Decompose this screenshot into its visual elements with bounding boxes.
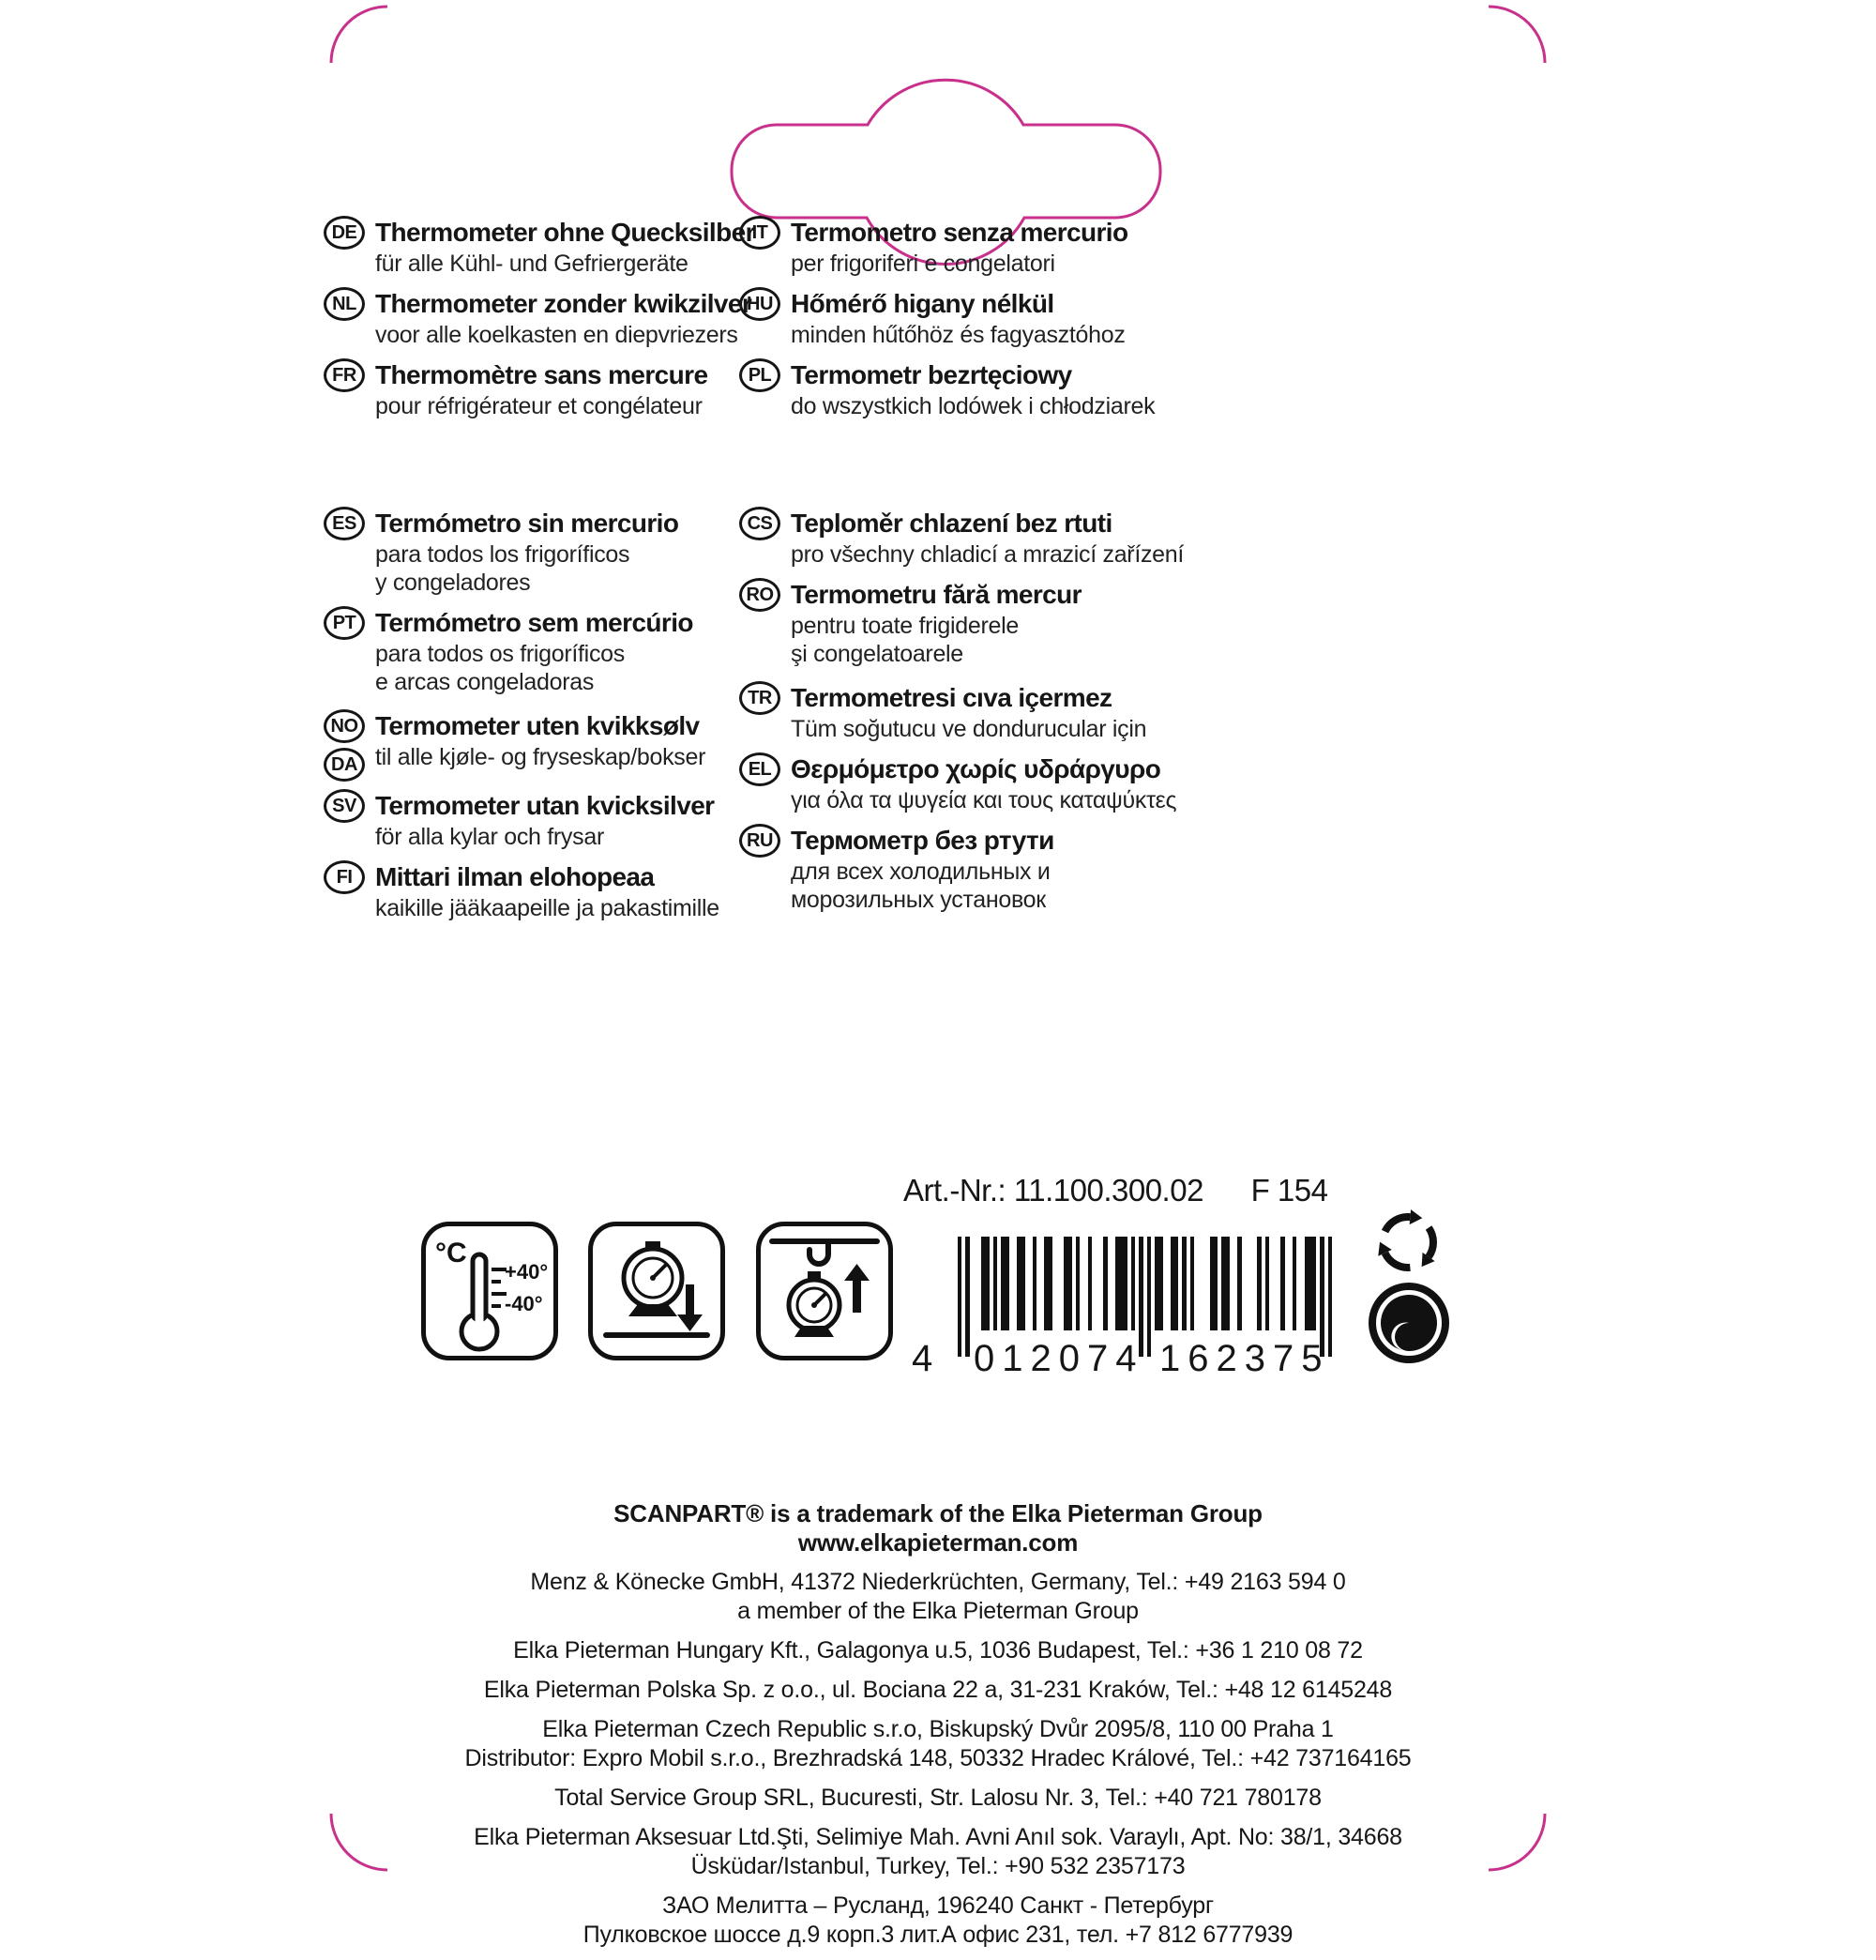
thermometer-joint xyxy=(476,1313,484,1324)
lang-entry-ro xyxy=(739,578,1184,668)
lang-subtitle: do wszystkich lodówek i chłodziarek xyxy=(791,393,1156,419)
lang-subtitle: per frigoriferi e congelatori xyxy=(791,251,1055,277)
address-line: Elka Pieterman Aksesuar Ltd.Şti, Selimiye Mah. Avni Anıl sok. Varaylı, Apt. No: 38/1, 34668 xyxy=(474,1824,1402,1850)
up-arrow-shaft xyxy=(853,1281,861,1313)
lang-badge-de: DE xyxy=(324,216,365,250)
model-code: F 154 xyxy=(1250,1173,1328,1208)
lang-badge-tr: TR xyxy=(739,681,780,715)
lang-entry-fi xyxy=(324,860,755,922)
lang-title: Termómetro sem mercúrio xyxy=(375,608,693,637)
thermometer-tube xyxy=(473,1254,486,1320)
stand-on-shelf-icon xyxy=(588,1222,725,1360)
lang-badge-fi: FI xyxy=(324,860,365,894)
lang-badge-ru: RU xyxy=(739,824,780,858)
lang-badge-pl: PL xyxy=(739,358,780,392)
lang-title: Teploměr chlazení bez rtuti xyxy=(791,509,1112,538)
lang-subtitle: e arcas congeladoras xyxy=(375,669,595,695)
lang-subtitle: pour réfrigérateur et congélateur xyxy=(375,393,703,419)
footer-group-romania xyxy=(0,1784,1876,1813)
address-line: a member of the Elka Pieterman Group xyxy=(737,1598,1139,1624)
footer-group-czech xyxy=(0,1715,1876,1773)
lang-badge-da: DA xyxy=(324,748,365,782)
lang-entry-es xyxy=(324,507,755,597)
language-column-right xyxy=(739,216,1184,923)
address-line: Total Service Group SRL, Bucuresti, Str. Lalosu Nr. 3, Tel.: +40 721 780178 xyxy=(554,1785,1322,1811)
lang-subtitle: морозильных установок xyxy=(791,887,1046,913)
language-column-left xyxy=(324,216,755,932)
min-temp-label: -40° xyxy=(505,1292,543,1315)
lang-subtitle: για όλα τα ψυγεία και τους καταψύκτες xyxy=(791,787,1177,813)
article-number-label: Art.-Nr.: xyxy=(903,1173,1006,1208)
footer-group-turkey xyxy=(0,1823,1876,1881)
address-line: Üsküdar/Istanbul, Turkey, Tel.: +90 532 2357173 xyxy=(690,1853,1186,1879)
lang-title: Termometru fără mercur xyxy=(791,580,1082,609)
lang-subtitle: para todos los frigoríficos xyxy=(375,541,630,568)
max-temp-label: +40° xyxy=(505,1260,549,1284)
lang-entry-pt xyxy=(324,606,755,696)
lang-title: Thermomètre sans mercure xyxy=(375,360,708,389)
article-number-value: 11.100.300.02 xyxy=(1013,1173,1203,1208)
lang-title: Thermometer ohne Quecksilber xyxy=(375,218,755,247)
lang-title: Θερμόμετρο χωρίς υδράργυρο xyxy=(791,754,1161,783)
address-line: Menz & Könecke GmbH, 41372 Niederkrüchten, Germany, Tel.: +49 2163 594 0 xyxy=(530,1569,1346,1595)
lang-badge-no: NO xyxy=(324,709,365,743)
footer-group-russia xyxy=(0,1892,1876,1950)
hang-on-hook-icon xyxy=(756,1222,893,1360)
lang-entry-sv xyxy=(324,789,755,851)
green-dot-icon xyxy=(1368,1282,1450,1364)
address-line: Elka Pieterman Czech Republic s.r.o, Biskupský Dvůr 2095/8, 110 00 Praha 1 xyxy=(542,1716,1334,1742)
corner-mark-top-left xyxy=(331,7,387,63)
address-line: Elka Pieterman Polska Sp. z o.o., ul. Bociana 22 a, 31-231 Kraków, Tel.: +48 12 6145248 xyxy=(483,1677,1393,1703)
lang-entry-no-da xyxy=(324,709,755,782)
lang-badge-fr: FR xyxy=(324,358,365,392)
lang-badge-cs: CS xyxy=(739,507,780,540)
lang-title: Termometr bezrtęciowy xyxy=(791,360,1072,389)
dial-hub xyxy=(650,1275,656,1281)
lang-entry-cs xyxy=(739,507,1184,569)
lang-badge-pt: PT xyxy=(324,606,365,640)
lang-subtitle: Tüm soğutucu ve dondurucular için xyxy=(791,716,1147,742)
lang-badge-it: IT xyxy=(739,216,780,250)
lang-entry-de xyxy=(324,216,755,278)
footer-group-poland xyxy=(0,1676,1876,1705)
lang-title: Termómetro sin mercurio xyxy=(375,509,679,538)
lang-title: Termometer uten kvikksølv xyxy=(375,711,700,740)
trademark-line: SCANPART® is a trademark of the Elka Pieterman Group xyxy=(613,1499,1263,1527)
lang-badge-hu: HU xyxy=(739,287,780,321)
lang-subtitle: para todos os frigoríficos xyxy=(375,641,625,667)
address-line: Distributor: Expro Mobil s.r.o., Brezhradská 148, 50332 Hradec Králové, Tel.: +42 737164165 xyxy=(464,1745,1412,1771)
lang-entry-nl xyxy=(324,287,755,349)
barcode-left-digits: 012074 xyxy=(974,1338,1144,1379)
lang-title: Mittari ilman elohopeaa xyxy=(375,862,655,891)
dial-base xyxy=(628,1304,677,1316)
lang-subtitle: pro všechny chladicí a mrazicí zařízení xyxy=(791,541,1185,568)
lang-subtitle: für alle Kühl- und Gefriergeräte xyxy=(375,251,688,277)
temperature-range-icon xyxy=(421,1222,558,1360)
lang-entry-fr xyxy=(324,358,755,420)
lang-badge-el: EL xyxy=(739,752,780,786)
website-line: www.elkapieterman.com xyxy=(797,1528,1079,1557)
lang-subtitle: minden hűtőhöz és fagyasztóhoz xyxy=(791,322,1126,348)
recycling-mobius-icon xyxy=(1365,1203,1451,1282)
dial-hub xyxy=(811,1302,817,1308)
lang-title: Thermometer zonder kwikzilver xyxy=(375,289,752,318)
footer-group-trademark xyxy=(0,1499,1876,1557)
address-line: Пулковское шоссе д.9 корп.3 лит.А офис 231, тел. +7 812 6777939 xyxy=(582,1922,1294,1948)
lang-entry-hu xyxy=(739,287,1184,349)
up-arrow-head xyxy=(844,1264,870,1281)
lang-subtitle: y congeladores xyxy=(375,570,531,596)
lang-subtitle: voor alle koelkasten en diepvriezers xyxy=(375,322,738,348)
lang-subtitle: şi congelatoarele xyxy=(791,641,963,667)
lang-title: Termometro senza mercurio xyxy=(791,218,1128,247)
lang-badge-ro: RO xyxy=(739,578,780,612)
lang-badge-es: ES xyxy=(324,507,365,540)
lang-subtitle: kaikille jääkaapeille ja pakastimille xyxy=(375,895,719,921)
lang-title: Термометр без ртути xyxy=(791,826,1054,855)
lang-entry-el xyxy=(739,752,1184,814)
lang-subtitle: для всех холодильных и xyxy=(791,858,1051,885)
lang-title: Hőmérő higany nélkül xyxy=(791,289,1054,318)
barcode-right-digits: 162375 xyxy=(1159,1338,1330,1379)
footer-group-hungary xyxy=(0,1636,1876,1665)
address-line: ЗАО Мелитта – Русланд, 196240 Санкт - Петербург xyxy=(662,1892,1214,1919)
footer-addresses xyxy=(0,1499,1876,1960)
footer-group-germany xyxy=(0,1568,1876,1626)
lang-title: Termometresi cıva içermez xyxy=(791,683,1112,712)
lang-subtitle: til alle kjøle- og fryseskap/bokser xyxy=(375,744,706,770)
down-arrow-head xyxy=(677,1314,703,1331)
lang-subtitle: pentru toate frigiderele xyxy=(791,613,1019,639)
celsius-label: °C xyxy=(435,1238,467,1269)
lang-entry-it xyxy=(739,216,1184,278)
article-number-line xyxy=(903,1173,1328,1208)
hook xyxy=(809,1241,828,1264)
lang-entry-pl xyxy=(739,358,1184,420)
lang-subtitle: för alla kylar och frysar xyxy=(375,824,604,850)
lang-entry-tr xyxy=(739,681,1184,743)
barcode-prefix-digit: 4 xyxy=(912,1338,933,1379)
corner-mark-top-right xyxy=(1489,7,1545,63)
lang-badge-sv: SV xyxy=(324,789,365,823)
lang-entry-ru xyxy=(739,824,1184,914)
lang-badge-nl: NL xyxy=(324,287,365,321)
address-line: Elka Pieterman Hungary Kft., Galagonya u.5, 1036 Budapest, Tel.: +36 1 210 08 72 xyxy=(513,1637,1363,1664)
down-arrow-shaft xyxy=(686,1284,694,1314)
lang-title: Termometer utan kvicksilver xyxy=(375,791,715,820)
